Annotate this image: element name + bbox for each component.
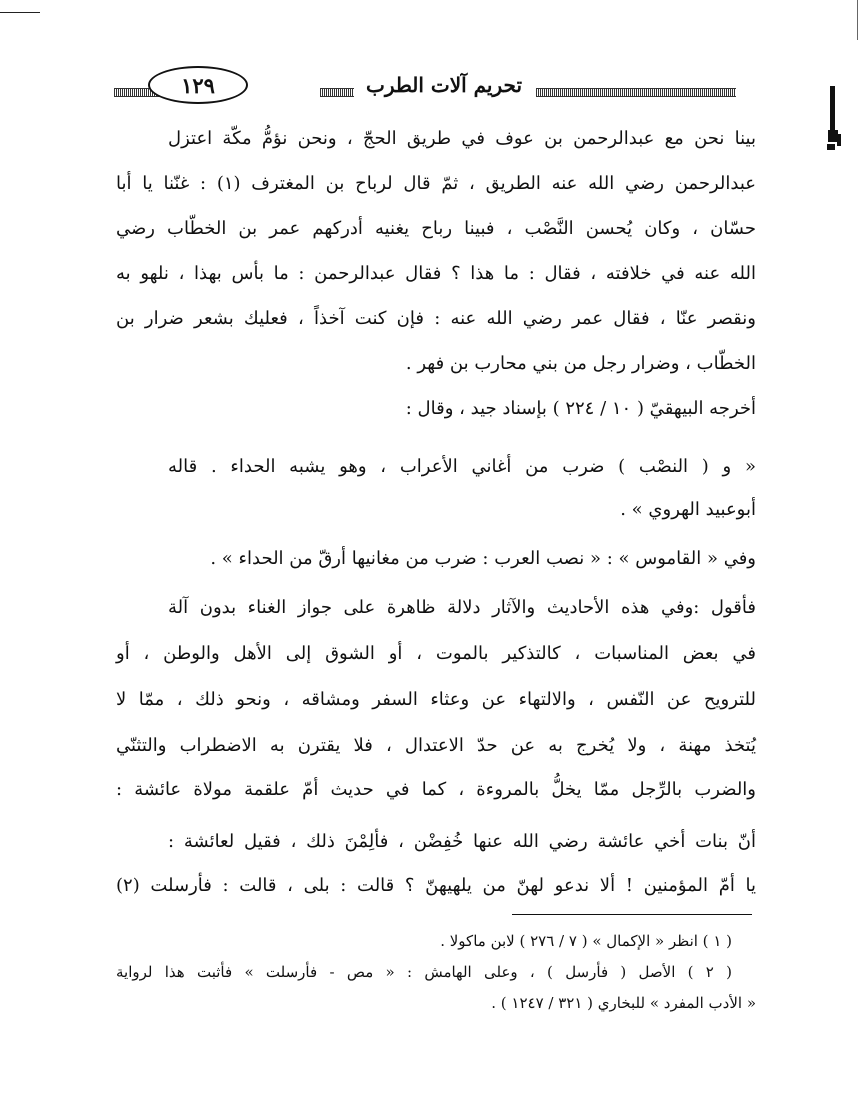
crop-mark (0, 12, 40, 13)
text-line: وفي « القاموس » : « نصب العرب : ضرب من مغانيها أرقّ من الحداء » . (210, 548, 756, 569)
page-number: ١٢٩ (148, 66, 248, 104)
text-line: الخطّاب ، وضرار رجل من بني محارب بن فهر . (405, 353, 756, 374)
page-edge-mark (826, 86, 846, 156)
text-line: أنّ بنات أخي عائشة رضي الله عنها خُفِضْن ، فألِمْنَ ذلك ، فقيل لعائشة : (168, 831, 756, 852)
text-line: والضرب بالرِّجل ممّا يخلُّ بالمروءة ، كما في حديث أمّ علقمة مولاة عائشة : (116, 779, 756, 800)
text-line: يا أمّ المؤمنين ! ألا ندعو لهنّ من يلهيهنّ ؟ قالت : بلى ، قالت : فأرسلت (٢) (116, 875, 756, 896)
text-line: في بعض المناسبات ، كالتذكير بالموت ، أو الشوق إلى الأهل والوطن ، أو (116, 643, 756, 664)
footnote: ( ٢ ) الأصل ( فأرسل ) ، وعلى الهامش : « مص - فأرسلت » فأثبت هذا لرواية (116, 963, 732, 981)
page-header (112, 64, 738, 108)
text-line: يُتخذ مهنة ، ولا يُخرج به عن حدّ الاعتدال ، فلا يقترن به الاضطراب والتثنّي (116, 735, 756, 756)
text-line: حسّان ، وكان يُحسن النَّصْب ، فبينا رباح يغنيه أدركهم عمر بن الخطّاب رضي (116, 218, 756, 239)
header-rule-middle (320, 88, 354, 97)
footnote-separator (512, 914, 752, 915)
text-line: أخرجه البيهقيّ ( ١٠ / ٢٢٤ ) بإسناد جيد ، وقال : (405, 398, 756, 419)
header-rule-right (536, 88, 736, 97)
text-line: فأقول :وفي هذه الأحاديث والآثار دلالة ظاهرة على جواز الغناء بدون آلة (168, 597, 756, 618)
text-line: عبدالرحمن رضي الله عنه الطريق ، ثمّ قال لرباح بن المغترف (١) : غنّنا يا أبا (116, 173, 757, 194)
text-line: الله عنه في خلافته ، فقال : ما هذا ؟ فقال عبدالرحمن : ما بأس بهذا ، نلهو به (116, 263, 756, 284)
text-line: « و ( النصْب ) ضرب من أغاني الأعراب ، وهو يشبه الحداء . قاله (168, 456, 756, 477)
footnote: ( ١ ) انظر « الإكمال » ( ٧ / ٢٧٦ ) لابن ماكولا . (440, 932, 732, 950)
text-line: بينا نحن مع عبدالرحمن بن عوف في طريق الحجّ ، ونحن نؤمُّ مكّة اعتزل (168, 128, 756, 149)
text-line: للترويح عن النّفس ، والالتهاء عن وعثاء السفر ومشاقه ، ونحو ذلك ، ممّا لا (116, 689, 756, 710)
text-line: ونقصر عنّا ، فقال عمر رضي الله عنه : فإن كنت آخذاً ، فعليك بشعر ضرار بن (116, 308, 756, 329)
footnote: « الأدب المفرد » للبخاري ( ٣٢١ / ١٢٤٧ ) . (491, 994, 756, 1012)
crop-mark-vertical (857, 0, 858, 40)
running-title: تحريم آلات الطرب (356, 68, 532, 102)
text-line: أبوعبيد الهروي » . (620, 499, 756, 520)
